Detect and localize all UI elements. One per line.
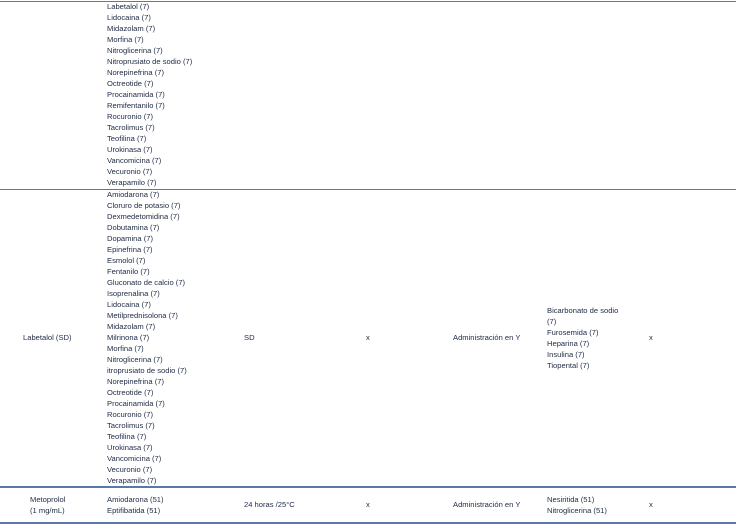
list-item: Nitroprusiato de sodio (7)	[107, 57, 193, 66]
list-item: Teofilina (7)	[107, 432, 147, 441]
list-item: Urokinasa (7)	[107, 443, 153, 452]
list-item: Procainamida (7)	[107, 399, 165, 408]
list-item: Epinefrina (7)	[107, 245, 153, 254]
list-item: Rocuronio (7)	[107, 410, 154, 419]
list-item: Verapamilo (7)	[107, 476, 157, 485]
list-item: Furosemida (7)	[547, 328, 599, 337]
list-item: Norepinefrina (7)	[107, 377, 164, 386]
drug-name	[30, 494, 65, 516]
list-item: Remifentanilo (7)	[107, 101, 165, 110]
list-item: Esmolol (7)	[107, 256, 146, 265]
administration-route: Administración en Y	[453, 500, 521, 509]
administration-route: Administración en Y	[453, 333, 521, 342]
list-item: Milrinona (7)	[107, 333, 150, 342]
list-item: Dexmedetomidina (7)	[107, 212, 180, 221]
list-item: Teofilina (7)	[107, 134, 147, 143]
list-item: Rocuronio (7)	[107, 112, 154, 121]
list-item: Nesiritida (51)	[547, 495, 595, 504]
list-item: Isoprenalina (7)	[107, 289, 160, 298]
incompatible-list	[547, 305, 618, 371]
stability-value: SD	[244, 333, 255, 342]
mark-value: x	[366, 500, 370, 509]
list-item: Midazolam (7)	[107, 322, 156, 331]
drug-name-line: Metoprolol	[30, 495, 66, 504]
incompatible-list	[547, 494, 607, 516]
list-item: Labetalol (7)	[107, 2, 150, 11]
list-item: Cloruro de potasio (7)	[107, 201, 181, 210]
row-divider	[0, 522, 736, 524]
list-item: Amiodarona (51)	[107, 495, 164, 504]
list-item: Morfina (7)	[107, 344, 144, 353]
list-item: Lidocaina (7)	[107, 300, 151, 309]
list-item: Tacrolimus (7)	[107, 421, 155, 430]
list-item: Dopamina (7)	[107, 234, 154, 243]
list-item: Lidocaina (7)	[107, 13, 151, 22]
list-item: Nitroglicerina (51)	[547, 506, 607, 515]
list-item: Midazolam (7)	[107, 24, 156, 33]
list-item: Nitroglicerina (7)	[107, 46, 163, 55]
list-item: Tiopental (7)	[547, 361, 590, 370]
list-item: Morfina (7)	[107, 35, 144, 44]
list-item: Amiodarona (7)	[107, 190, 160, 199]
list-item: Tacrolimus (7)	[107, 123, 155, 132]
list-item: Octreotide (7)	[107, 388, 154, 397]
list-item: Nitroglicerina (7)	[107, 355, 163, 364]
compatible-list	[107, 494, 164, 516]
list-item: Gluconato de calcio (7)	[107, 278, 186, 287]
list-item: Vecuronio (7)	[107, 167, 153, 176]
list-item: Procainamida (7)	[107, 90, 165, 99]
list-item: itroprusiato de sodio (7)	[107, 366, 187, 375]
list-item: Octreotide (7)	[107, 79, 154, 88]
list-item: Dobutamina (7)	[107, 223, 160, 232]
row-divider	[0, 486, 736, 488]
list-item: Norepinefrina (7)	[107, 68, 164, 77]
list-item: Vancomicina (7)	[107, 156, 162, 165]
list-item: Verapamilo (7)	[107, 178, 157, 187]
mark-value: x	[649, 500, 653, 509]
compatible-list	[107, 189, 187, 486]
compatible-list	[107, 1, 192, 188]
list-item: Vecuronio (7)	[107, 465, 153, 474]
list-item: (7)	[547, 317, 557, 326]
stability-value: 24 horas /25°C	[244, 500, 295, 509]
mark-value: x	[649, 333, 653, 342]
drug-name: Labetalol (SD)	[23, 333, 72, 342]
list-item: Vancomicina (7)	[107, 454, 162, 463]
list-item: Bicarbonato de sodio	[547, 306, 619, 315]
list-item: Heparina (7)	[547, 339, 590, 348]
mark-value: x	[366, 333, 370, 342]
list-item: Eptifibatida (51)	[107, 506, 161, 515]
list-item: Fentanilo (7)	[107, 267, 150, 276]
list-item: Urokinasa (7)	[107, 145, 153, 154]
list-item: Metilprednisolona (7)	[107, 311, 178, 320]
list-item: Insulina (7)	[547, 350, 585, 359]
drug-name-line: (1 mg/mL)	[30, 506, 65, 515]
